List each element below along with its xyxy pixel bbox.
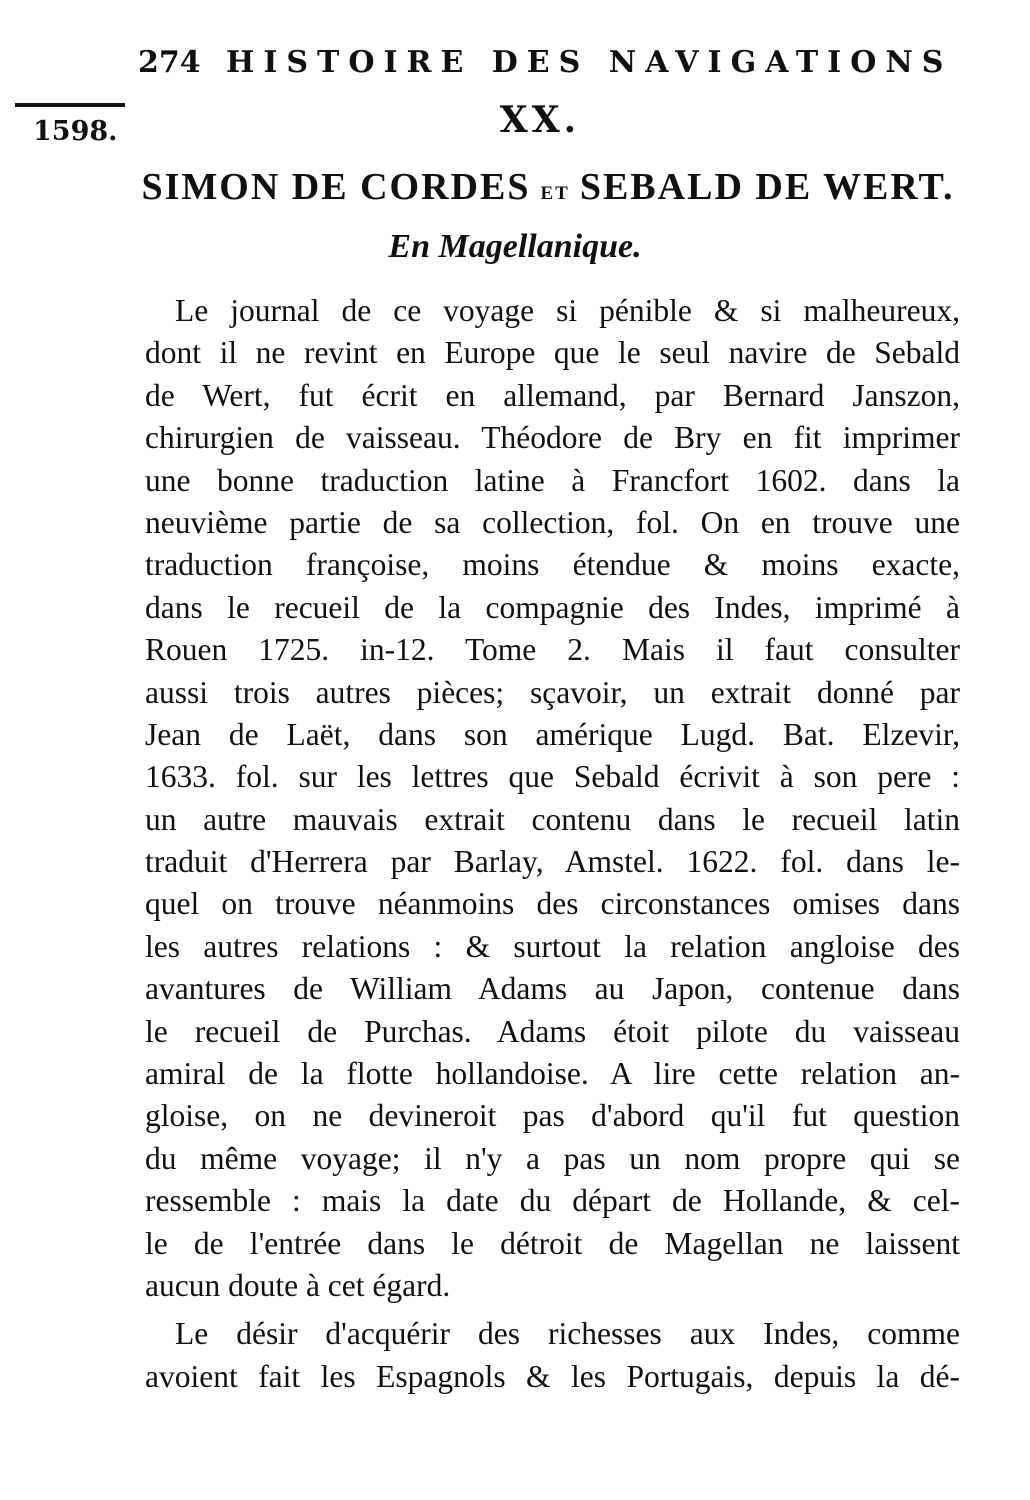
text-line: amiral de la flotte hollandoise. A lire cette relation an-	[145, 1056, 960, 1092]
paragraph-2	[145, 1313, 960, 1398]
running-head	[138, 40, 958, 86]
chapter-number: XX.	[499, 99, 581, 141]
text-line: dans le recueil de la compagnie des Indes, imprimé à	[145, 589, 960, 625]
text-line: Rouen 1725. in-12. Tome 2. Mais il faut consulter	[145, 632, 960, 668]
body-text	[145, 290, 960, 1398]
subheading: En Magellanique.	[388, 228, 642, 265]
text-line: avoient fait les Espagnols & les Portugais, depuis la dé-	[145, 1358, 960, 1394]
text-line: du même voyage; il n'y a pas un nom propre qui se	[145, 1140, 960, 1176]
text-line: gloise, on ne devineroit pas d'abord qu'il fut question	[145, 1098, 960, 1134]
running-title: HISTOIRE DES NAVIGATIONS	[226, 45, 953, 80]
page-number: 274	[138, 45, 201, 80]
text-line: quel on trouve néanmoins des circonstances omises dans	[145, 886, 960, 922]
text-line: dont il ne revint en Europe que le seul navire de Sebald	[145, 335, 960, 371]
text-line: Jean de Laët, dans son amérique Lugd. Bat. Elzevir,	[145, 716, 960, 752]
text-line: les autres relations : & surtout la relation angloise des	[145, 928, 960, 964]
text-line: de Wert, fut écrit en allemand, par Bernard Janszon,	[145, 377, 960, 413]
text-line: aucun doute à cet égard.	[145, 1267, 451, 1303]
chapter-heading	[138, 160, 958, 214]
text-line: le recueil de Purchas. Adams étoit pilote du vaisseau	[145, 1013, 960, 1049]
heading-conjunction: ET	[540, 183, 570, 204]
text-line: avantures de William Adams au Japon, contenue dans	[145, 971, 960, 1007]
text-line: traduction françoise, moins étendue & moins exacte,	[145, 547, 960, 583]
heading-name-1: SIMON DE CORDES	[141, 166, 531, 208]
paragraph-1	[145, 290, 960, 1307]
text-line: ressemble : mais la date du départ de Hollande, & cel-	[145, 1183, 960, 1219]
margin-year: 1598.	[33, 116, 118, 147]
heading-name-2: SEBALD DE WERT.	[579, 166, 955, 208]
text-line: une bonne traduction latine à Francfort 1602. dans la	[145, 462, 960, 498]
text-line: traduit d'Herrera par Barlay, Amstel. 1622. fol. dans le-	[145, 844, 960, 880]
text-line: Le désir d'acquérir des richesses aux Indes, comme	[175, 1316, 960, 1352]
text-line: 1633. fol. sur les lettres que Sebald écrivit à son pere :	[145, 759, 960, 795]
text-line: Le journal de ce voyage si pénible & si malheureux,	[175, 293, 960, 328]
text-line: chirurgien de vaisseau. Théodore de Bry en fit imprimer	[145, 420, 960, 456]
text-line: un autre mauvais extrait contenu dans le recueil latin	[145, 801, 960, 837]
text-line: aussi trois autres pièces; sçavoir, un extrait donné par	[145, 674, 960, 710]
text-line: neuvième partie de sa collection, fol. On en trouve une	[145, 504, 960, 540]
text-line: le de l'entrée dans le détroit de Magellan ne laissent	[145, 1225, 960, 1261]
